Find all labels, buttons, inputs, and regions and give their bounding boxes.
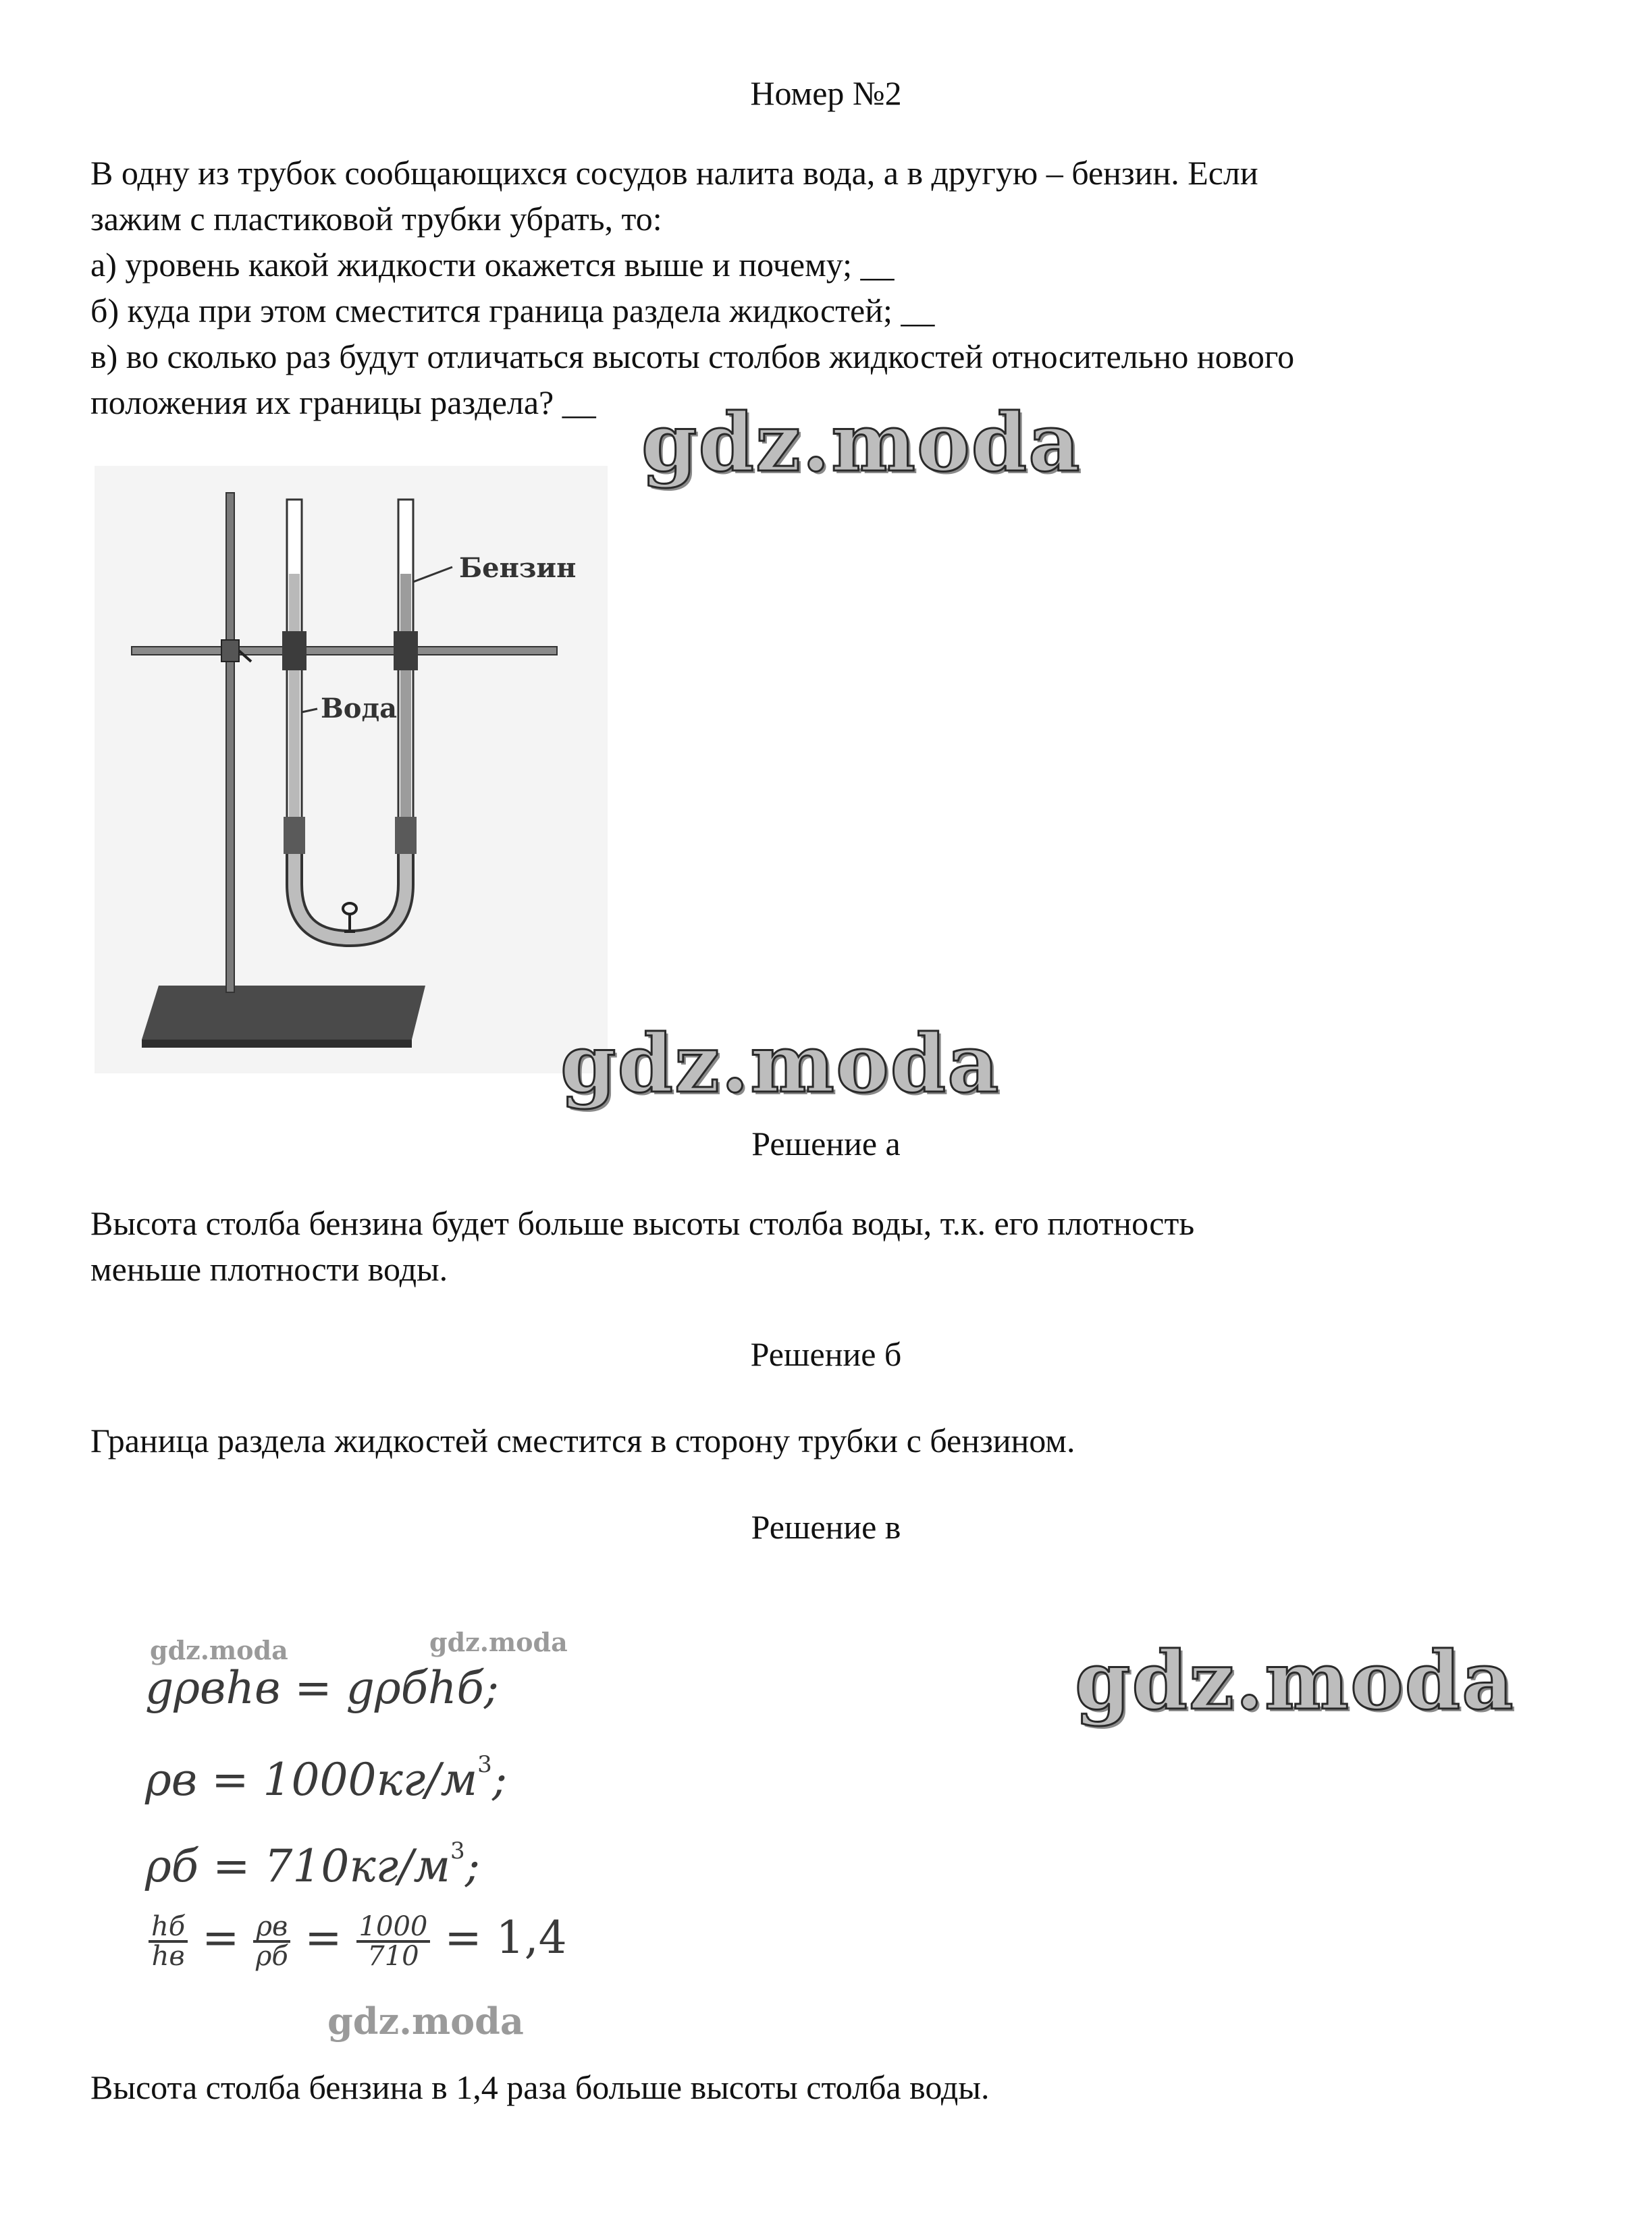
exponent: 3 [450,1837,465,1864]
question-line: положения их границы раздела? __ [90,383,596,421]
semicolon: ; [491,1754,508,1806]
fraction-denominator: 710 [367,1941,419,1972]
formula-rho-benzin [145,1837,480,1892]
formula-result: = 1,4 [444,1912,567,1964]
formula-rho-water [145,1751,507,1806]
question-line: В одну из трубок сообщающихся сосудов налита вода, а в другую – бензин. Если [90,154,1258,192]
question-line: зажим с пластиковой трубки убрать, то: [90,200,662,238]
fraction-densities [253,1913,290,1970]
solution-c-conclusion: Высота столба бензина в 1,4 раза больше высоты столба воды. [90,2068,990,2106]
cross-bar [132,647,557,655]
stand-rod [226,493,234,992]
watermark: gdz.moda [560,1017,1001,1110]
label-benzin: Бензин [459,552,577,584]
solution-a-heading: Решение а [751,1125,901,1162]
fraction-numerator: 1000 [356,1913,431,1943]
question-line: а) уровень какой жидкости окажется выше и почему; __ [90,246,895,284]
stand-base [142,986,425,1040]
fraction-heights [149,1913,188,1970]
solution-c-heading: Решение в [751,1508,901,1546]
watermark: gdz.moda [641,396,1082,489]
semicolon: ; [464,1840,480,1892]
label-voda: Вода [321,693,398,724]
fraction-numerator: ρв [253,1913,290,1943]
exponent: 3 [477,1751,492,1778]
watermark-small: gdz.moda [150,1635,288,1665]
question-line: б) куда при этом сместится граница раздела жидкостей; __ [90,292,935,329]
watermark: gdz.moda [1075,1634,1515,1727]
fraction-denominator: ρб [255,1941,288,1972]
formula-ratio: $\frac{hб}{hв}$ = $\frac{\rho в}{\rho б}$ = $\frac{1000}{710}$ = 1,4 [149,1912,567,1970]
solution-a-line: Высота столба бензина будет больше высоты столба воды, т.к. его плотность [90,1204,1195,1242]
solution-a-line: меньше плотности воды. [90,1250,448,1288]
watermark-small: gdz.moda [429,1627,568,1657]
question-line: в) во сколько раз будут отличаться высоты столбов жидкостей относительно нового [90,338,1295,375]
fraction-numerator: hб [149,1913,188,1943]
solution-b-heading: Решение б [750,1335,902,1373]
fraction-values [356,1913,431,1970]
fraction-denominator: hв [151,1941,185,1972]
solution-b-line: Граница раздела жидкостей сместится в сторону трубки с бензином. [90,1422,1075,1459]
page-title: Номер №2 [750,74,902,112]
formula-rho-benzin-text: ρб = 710кг/м [145,1840,451,1892]
watermark-small: gdz.moda [327,2000,524,2043]
vessels-figure [95,466,608,1073]
formula-rho-water-text: ρв = 1000кг/м [145,1754,478,1806]
formula-equilibrium: gρвhв = gρбhб; [145,1662,500,1714]
